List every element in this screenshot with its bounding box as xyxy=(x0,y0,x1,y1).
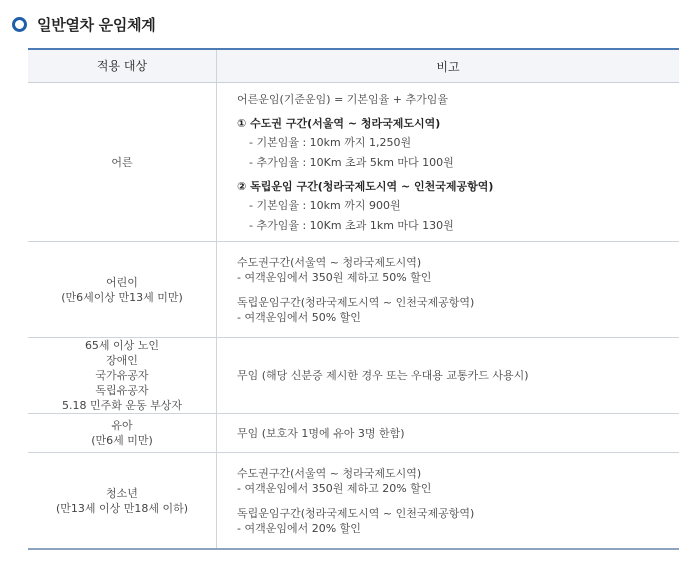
discount-text: - 여객운임에서 20% 할인 xyxy=(237,521,361,535)
table-row-free-eligible xyxy=(28,338,679,414)
fare-item: - 추가임율 : 10Km 초과 1km 마다 130원 xyxy=(249,218,454,232)
note-cell xyxy=(217,242,680,338)
target-cell xyxy=(28,453,217,550)
target-label: 어린이 xyxy=(106,275,138,289)
table-row-child xyxy=(28,242,679,338)
target-label: 어른 xyxy=(111,155,133,169)
route-label: 수도권구간(서울역 ~ 청라국제도시역) xyxy=(237,466,422,480)
free-fare-text: 무임 (해당 신분증 제시한 경우 또는 우대용 교통카드 사용시) xyxy=(237,369,529,382)
note-cell xyxy=(217,83,680,242)
discount-text: - 여객운임에서 350원 제하고 20% 할인 xyxy=(237,481,432,495)
target-cell xyxy=(28,414,217,453)
section-title: ① 수도권 구간(서울역 ~ 청라국제도시역) xyxy=(237,116,441,130)
target-cell xyxy=(28,83,217,242)
discount-text: - 여객운임에서 50% 할인 xyxy=(237,310,361,324)
note-cell xyxy=(217,414,680,453)
section-heading xyxy=(12,12,155,36)
fare-table xyxy=(28,48,679,550)
fare-item: - 기본임율 : 10km 까지 900원 xyxy=(249,198,401,212)
route-label: 수도권구간(서울역 ~ 청라국제도시역) xyxy=(237,255,422,269)
target-cell xyxy=(28,338,217,414)
target-condition: (만6세 미만) xyxy=(91,434,153,447)
target-condition: (만13세 이상 만18세 이하) xyxy=(55,501,189,515)
target-label: 독립유공자 xyxy=(95,384,149,397)
column-header-note: 비고 xyxy=(217,49,680,83)
note-cell xyxy=(217,338,680,414)
page-title: 일반열차 운임체계 xyxy=(37,15,156,34)
free-fare-text: 무임 (보호자 1명에 유아 3명 한함) xyxy=(237,426,405,440)
fare-item: - 기본임율 : 10km 까지 1,250원 xyxy=(249,135,412,149)
table-row-youth xyxy=(28,453,679,550)
fare-item: - 추가임율 : 10Km 초과 5km 마다 100원 xyxy=(249,155,454,169)
table-row-adult xyxy=(28,83,679,242)
target-label: 청소년 xyxy=(106,486,138,500)
route-label: 독립운임구간(청라국제도시역 ~ 인천국제공항역) xyxy=(237,506,475,520)
target-label: 5.18 민주화 운동 부상자 xyxy=(62,399,182,412)
circle-bullet-icon xyxy=(12,17,27,32)
target-label: 65세 이상 노인 xyxy=(84,339,160,352)
target-label: 국가유공자 xyxy=(95,369,149,382)
table-header-row xyxy=(28,49,679,83)
section-title: ② 독립운임 구간(청라국제도시역 ~ 인천국제공항역) xyxy=(237,179,494,193)
target-condition: (만6세이상 만13세 미만) xyxy=(61,290,183,304)
table-row-infant xyxy=(28,414,679,453)
column-header-target: 적용 대상 xyxy=(28,49,217,83)
discount-text: - 여객운임에서 350원 제하고 50% 할인 xyxy=(237,270,432,284)
route-label: 독립운임구간(청라국제도시역 ~ 인천국제공항역) xyxy=(237,295,475,309)
target-cell xyxy=(28,242,217,338)
target-label: 유아 xyxy=(111,419,133,432)
fare-formula: 어른운임(기준운임) = 기본임율 + 추가임율 xyxy=(237,92,449,106)
target-label: 장애인 xyxy=(106,354,138,367)
note-cell xyxy=(217,453,680,550)
